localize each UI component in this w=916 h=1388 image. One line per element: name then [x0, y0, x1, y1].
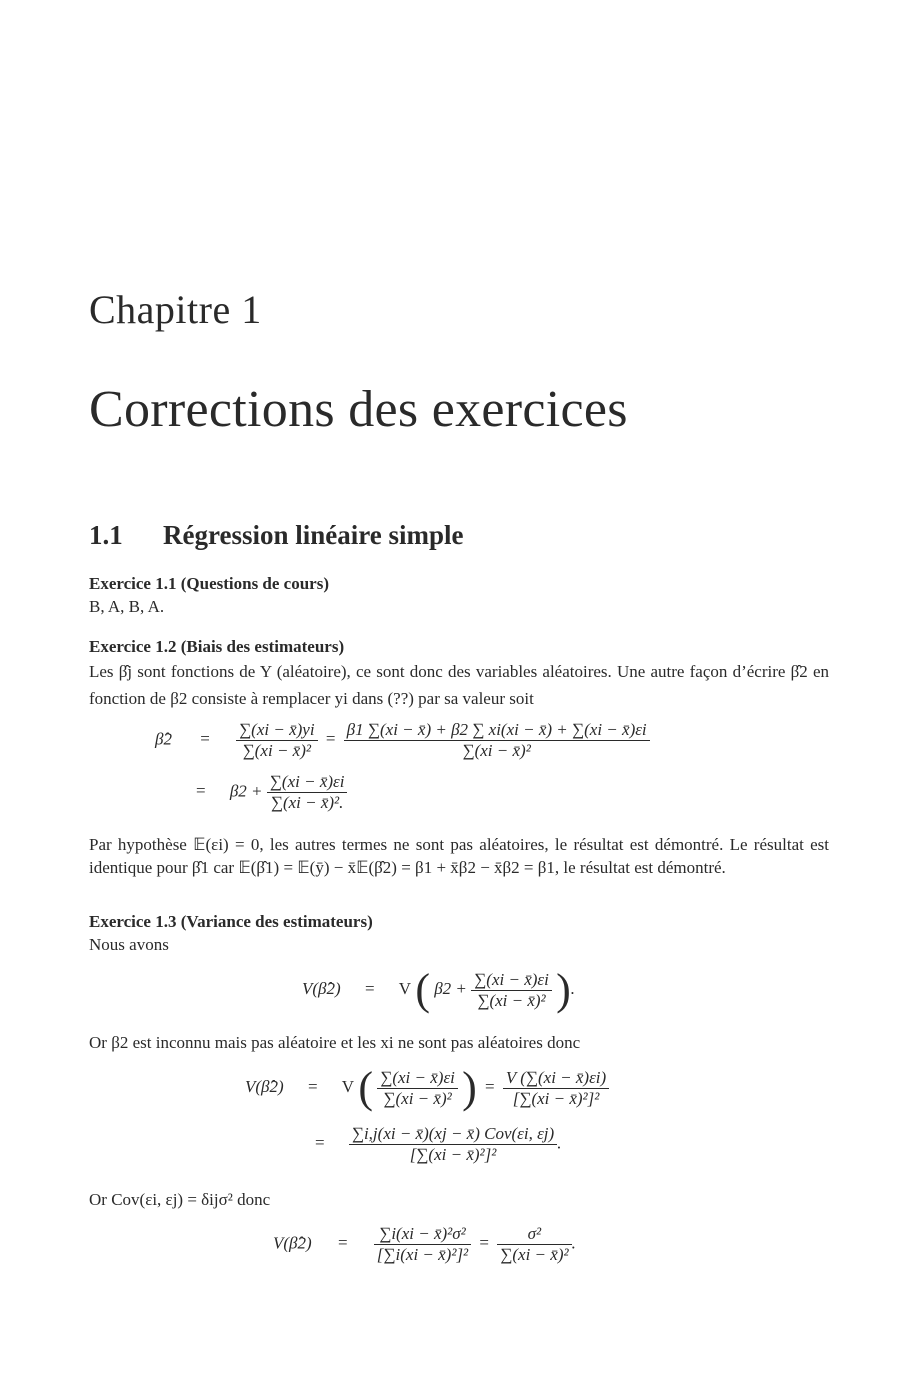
equation-variance-2: V(β̂2) = V ( $\frac{\sum(xi - x̄)\varepsilon i}{\text{∑(xi − x̄)²}}$ ) = $\frac{V (\sum(xi - x̄)\varepsilon i)}{\text{[∑(xi − x̄)²]²}}$ [245, 1066, 609, 1110]
fraction: $\frac{V (\sum(xi - x̄)\varepsilon i)}{\text{[∑(xi − x̄)²]²}}$ [503, 1068, 609, 1109]
fraction: $\frac{\sum(xi - x̄)\varepsilon i}{\text{∑(xi − x̄)².}}$ [267, 772, 348, 813]
section-title: Régression linéaire simple [163, 520, 464, 550]
fraction: $\frac{\sum(xi - x̄)\varepsilon i}{\text{∑(xi − x̄)²}}$ [377, 1068, 458, 1109]
eq-sign: = [200, 729, 210, 749]
exercise-body: Les β̂j sont fonctions de Y (aléatoire), ce sont donc des variables aléatoires. Une autre façon d’écrire β̂2 en fonction de β2 consiste à remplacer yi dans (??) par sa valeur soit [89, 662, 829, 708]
exercise-1-3-mid: Or β2 est inconnu mais pas aléatoire et les xi ne sont pas aléatoires donc [89, 1033, 581, 1052]
exercise-heading: Exercice 1.3 (Variance des estimateurs) [89, 912, 373, 931]
exercise-1-1 [89, 572, 829, 618]
exercise-1-3 [89, 910, 829, 956]
equation-beta2-line2: = β2 + $\frac{\sum(xi - x̄)\varepsilon i}{\text{∑(xi − x̄)².}}$ [196, 772, 347, 813]
equation-variance-4: V(β̂2) = $\frac{\text{∑i(xi − x̄)²σ²}}{\text{[∑i(xi − x̄)²]²}}$ = $\frac{\text{σ²}}{\text{∑(xi − x̄)²}}$ . [273, 1224, 576, 1264]
fraction: $\frac{\sum(xi - x̄)\varepsilon i}{\text{∑(xi − x̄)²}}$ [471, 970, 552, 1011]
exercise-heading: Exercice 1.2 (Biais des estimateurs) [89, 637, 345, 656]
exercise-body: Nous avons [89, 935, 169, 954]
fraction: $\frac{\text{∑i,j(xi − x̄)(xj − x̄) Cov(εi, εj)}}{\text{[∑(xi − x̄)²]²}}$ [349, 1124, 557, 1165]
fraction: $\frac{\text{σ²}}{\text{∑(xi − x̄)²}}$ [497, 1224, 571, 1265]
exercise-heading: Exercice 1.1 (Questions de cours) [89, 574, 330, 593]
chapter-number: Chapitre 1 [89, 287, 262, 332]
section-number: 1.1 [89, 520, 123, 550]
fraction: $\frac{\text{∑i(xi − x̄)²σ²}}{\text{[∑i(xi − x̄)²]²}}$ [374, 1224, 471, 1265]
fraction: $\frac{\beta 1 \sum(xi - x̄) + \beta 2 \sum xi(xi - x̄) + \sum(xi - x̄)\varepsilon i}{\text{∑(xi − x̄)²}}$ [344, 720, 650, 761]
chapter-title: Corrections des exercices [89, 381, 628, 438]
section-heading [89, 520, 463, 551]
exercise-1-3-mid2: Or Cov(εi, εj) = δijσ² donc [89, 1190, 271, 1209]
eq-lhs: β̂2 [155, 729, 172, 749]
fraction: $\frac{\sum(xi - x̄)yi}{\text{∑(xi − x̄)²}}$ [236, 720, 318, 761]
exercise-1-2 [89, 635, 829, 712]
exercise-1-2-conclusion: Par hypothèse 𝔼(εi) = 0, les autres termes ne sont pas aléatoires, le résultat est démontré. Le résultat est identique pour β̂1 car 𝔼(β̂1) = 𝔼(ȳ) − x̄𝔼(β̂2) = β1 + x̄β2 − x̄β2 = β1, le résultat est démontré. [89, 835, 829, 877]
equation-variance-3: = $\frac{\text{∑i,j(xi − x̄)(xj − x̄) Cov(εi, εj)}}{\text{[∑(xi − x̄)²]²}}$ . [315, 1124, 562, 1164]
equation-variance-1: V(β̂2) = V ( β2 + $\frac{\sum(xi - x̄)\varepsilon i}{\text{∑(xi − x̄)²}}$ ). [302, 965, 575, 1014]
exercise-body: B, A, B, A. [89, 597, 165, 616]
equation-beta2-line1: β̂2 = $\frac{\sum(xi - x̄)yi}{\text{∑(xi − x̄)²}}$ = $\frac{\beta 1 \sum(xi - x̄) + \beta 2 \sum xi(xi - x̄) + \sum(xi - x̄)\varepsilon i}{\text{∑(xi − x̄)²}}$ [155, 720, 650, 761]
